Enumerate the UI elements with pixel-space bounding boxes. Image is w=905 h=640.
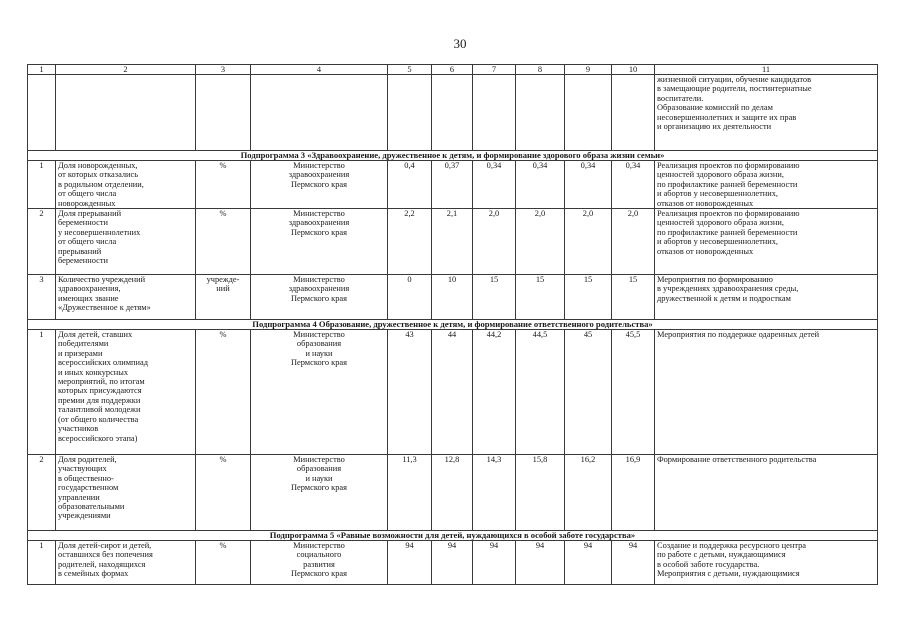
- value-cell: 94: [432, 541, 473, 585]
- responsible-org: Министерство образования и науки Пермского края: [251, 455, 388, 531]
- value-cell: 15: [565, 275, 612, 320]
- row-number: 1: [28, 541, 56, 585]
- table-row: [28, 161, 878, 209]
- value-cell: 45: [565, 330, 612, 455]
- row-number: 2: [28, 209, 56, 275]
- column-number: 2: [56, 65, 196, 75]
- column-number: 5: [388, 65, 432, 75]
- table-row: [28, 541, 878, 585]
- value-cell: 2,0: [516, 209, 565, 275]
- value-cell: 16,9: [612, 455, 655, 531]
- column-number: 11: [655, 65, 878, 75]
- column-number: 8: [516, 65, 565, 75]
- unit-cell: %: [196, 541, 251, 585]
- indicator-name: Доля детей, ставших победителями и призерами всероссийских олимпиад и иных конкурсных мероприятий, по итогам которых присуждаются премии для поддержки талантливой молодежи (от общего количества участников всероссийского этапа): [56, 330, 196, 455]
- value-cell: 45,5: [612, 330, 655, 455]
- indicator-name: Количество учреждений здравоохранения, имеющих звание «Дружественное к детям»: [56, 275, 196, 320]
- table-row: [28, 275, 878, 320]
- responsible-org: Министерство здравоохранения Пермского края: [251, 161, 388, 209]
- value-cell: 11,3: [388, 455, 432, 531]
- subprogram-title: Подпрограмма 4 Образование, дружественное к детям, и формирование ответственного родительства»: [28, 320, 878, 330]
- row-number: 1: [28, 161, 56, 209]
- table-row: [28, 330, 878, 455]
- value-cell: 2,0: [612, 209, 655, 275]
- row-number: 3: [28, 275, 56, 320]
- row-number: 1: [28, 330, 56, 455]
- measures-cell: Реализация проектов по формированию ценностей здорового образа жизни, по профилактике ранней беременности и абортов у несовершеннолетних, отказов от новорожденных: [655, 161, 878, 209]
- measures-cell: Мероприятия по поддержке одаренных детей: [655, 330, 878, 455]
- value-cell: 0,37: [432, 161, 473, 209]
- indicator-name: Доля детей-сирот и детей, оставшихся без попечения родителей, находящихся в семейных формах: [56, 541, 196, 585]
- column-number-row: [28, 65, 878, 75]
- value-cell: 94: [388, 541, 432, 585]
- value-cell: 94: [612, 541, 655, 585]
- column-number: 6: [432, 65, 473, 75]
- value-cell: 2,2: [388, 209, 432, 275]
- value-cell: 0,34: [612, 161, 655, 209]
- column-number: 4: [251, 65, 388, 75]
- unit-cell: %: [196, 161, 251, 209]
- measures-cell: Формирование ответственного родительства: [655, 455, 878, 531]
- column-number: 7: [473, 65, 516, 75]
- value-cell: 15: [473, 275, 516, 320]
- subprogram-3-header: [28, 151, 878, 161]
- value-cell: 94: [516, 541, 565, 585]
- value-cell: 14,3: [473, 455, 516, 531]
- subprogram-title: Подпрограмма 5 «Равные возможности для детей, нуждающихся в особой заботе государства»: [28, 531, 878, 541]
- value-cell: 94: [473, 541, 516, 585]
- indicator-name: Доля родителей, участвующих в общественно- государственном управлении образовательными учреждениями: [56, 455, 196, 531]
- unit-cell: %: [196, 209, 251, 275]
- value-cell: 15: [612, 275, 655, 320]
- continued-row: [28, 75, 878, 151]
- column-number: 10: [612, 65, 655, 75]
- unit-cell: учрежде- ний: [196, 275, 251, 320]
- value-cell: 2,0: [565, 209, 612, 275]
- unit-cell: %: [196, 455, 251, 531]
- measures-cell: жизненной ситуации, обучение кандидатов в замещающие родители, постинтернатные воспитатели. Образование комиссий по делам несовершеннолетних и защите их прав и организацию их деятельности: [655, 75, 878, 151]
- row-number: 2: [28, 455, 56, 531]
- responsible-org: Министерство здравоохранения Пермского края: [251, 209, 388, 275]
- value-cell: 12,8: [432, 455, 473, 531]
- responsible-org: Министерство здравоохранения Пермского края: [251, 275, 388, 320]
- responsible-org: Министерство социального развития Пермского края: [251, 541, 388, 585]
- value-cell: 44: [432, 330, 473, 455]
- value-cell: 2,1: [432, 209, 473, 275]
- indicators-table: [27, 64, 878, 585]
- value-cell: 10: [432, 275, 473, 320]
- indicator-name: Доля новорожденных, от которых отказались в родильном отделении, от общего числа новорожденных: [56, 161, 196, 209]
- value-cell: 15,8: [516, 455, 565, 531]
- subprogram-5-header: [28, 531, 878, 541]
- value-cell: 44,5: [516, 330, 565, 455]
- measures-cell: Создание и поддержка ресурсного центра по работе с детьми, нуждающимися в особой заботе государства. Мероприятия с детьми, нуждающимися: [655, 541, 878, 585]
- column-number: 9: [565, 65, 612, 75]
- value-cell: 0,34: [516, 161, 565, 209]
- value-cell: 0,34: [473, 161, 516, 209]
- value-cell: 0: [388, 275, 432, 320]
- table-row: [28, 455, 878, 531]
- measures-cell: Мероприятия по формированию в учреждениях здравоохранения среды, дружественной к детям и подросткам: [655, 275, 878, 320]
- unit-cell: %: [196, 330, 251, 455]
- column-number: 3: [196, 65, 251, 75]
- value-cell: 43: [388, 330, 432, 455]
- subprogram-title: Подпрограмма 3 «Здравоохранение, дружественное к детям, и формирование здорового образа жизни семьи»: [28, 151, 878, 161]
- value-cell: 44,2: [473, 330, 516, 455]
- value-cell: 2,0: [473, 209, 516, 275]
- value-cell: 15: [516, 275, 565, 320]
- value-cell: 0,4: [388, 161, 432, 209]
- subprogram-4-header: [28, 320, 878, 330]
- measures-cell: Реализация проектов по формированию ценностей здорового образа жизни, по профилактике ранней беременности и абортов у несовершеннолетних, отказов от новорожденных: [655, 209, 878, 275]
- column-number: 1: [28, 65, 56, 75]
- table-row: [28, 209, 878, 275]
- value-cell: 16,2: [565, 455, 612, 531]
- value-cell: 0,34: [565, 161, 612, 209]
- page-number: 30: [453, 36, 467, 51]
- value-cell: 94: [565, 541, 612, 585]
- indicator-name: Доля прерываний беременности у несовершеннолетних от общего числа прерываний беременности: [56, 209, 196, 275]
- responsible-org: Министерство образования и науки Пермского края: [251, 330, 388, 455]
